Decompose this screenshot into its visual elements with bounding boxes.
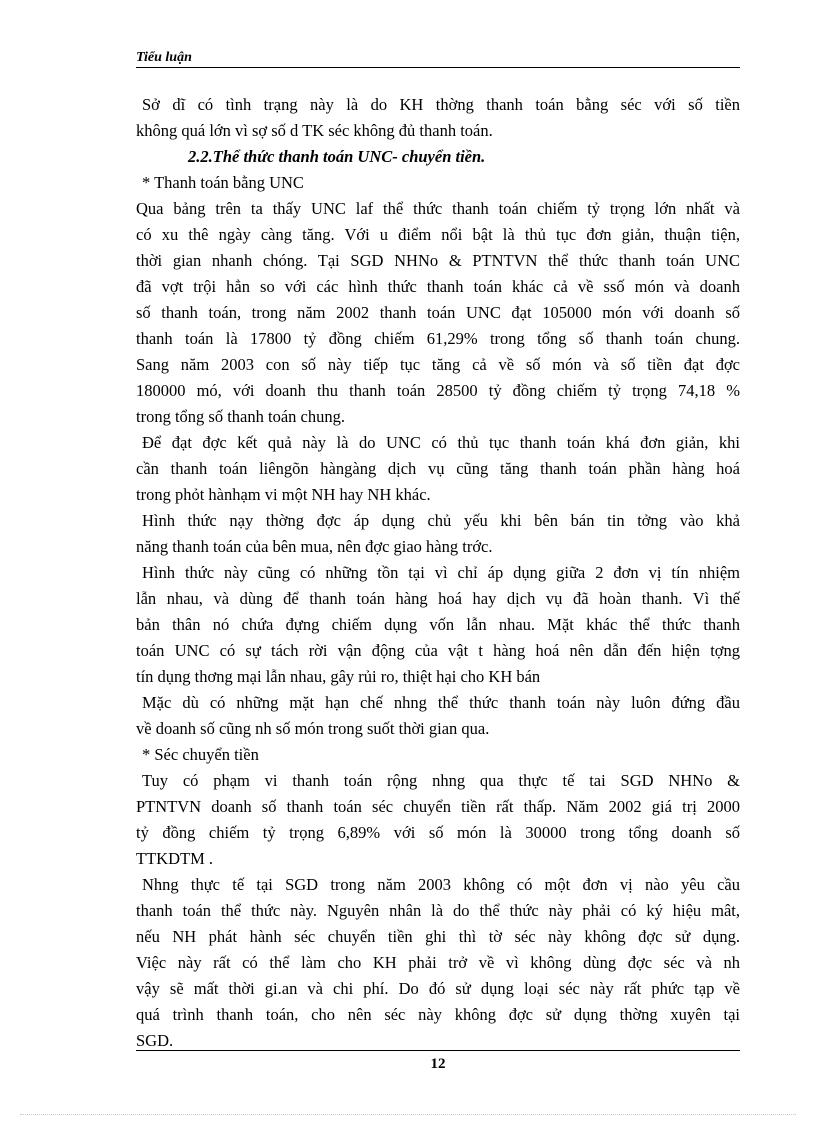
- text-line: không quá lớn vì sợ số d TK séc không đủ thanh toán.: [136, 121, 493, 140]
- text-line: toán UNC có sự tách rời vận động của vật t hàng hoá nên dẫn đến hiện tợng: [136, 641, 740, 660]
- document-body: [136, 92, 740, 1054]
- text-line: về doanh số cũng nh số món trong suốt thời gian qua.: [136, 719, 490, 738]
- text-line: có xu thê ngày càng tăng. Với u điểm nổi bật là thủ tục đơn giản, thuận tiện,: [136, 225, 740, 244]
- text-line: Hình thức này cũng có những tồn tại vì chỉ áp dụng giữa 2 đơn vị tín nhiệm: [142, 563, 740, 582]
- text-line: lẫn nhau, và dùng để thanh toán hàng hoá hay dịch vụ đã hoàn thanh. Vì thế: [136, 589, 740, 608]
- text-line: Hình thức nạy thờng đợc áp dụng chủ yếu khi bên bán tin tởng vào khả: [142, 511, 740, 530]
- text-line: thanh toán thể thức này. Nguyên nhân là do thể thức này phải có ký hiệu mât,: [136, 901, 740, 920]
- text-line: Việc này rất có thể làm cho KH phải trở về vì không dùng đợc séc và nh: [136, 953, 740, 972]
- section-heading: 2.2.Thể thức thanh toán UNC- chuyển tiền.: [188, 147, 486, 166]
- text-line: Để đạt đợc kết quả này là do UNC có thủ tục thanh toán khá đơn giản, khi: [142, 433, 740, 452]
- text-line: số thanh toán, trong năm 2002 thanh toán UNC đạt 105000 món với doanh số: [136, 303, 740, 322]
- text-line: 180000 mó, với doanh thu thanh toán 28500 tỷ đồng chiếm tỷ trọng 74,18 %: [136, 381, 740, 400]
- page-number: 12: [430, 1056, 446, 1072]
- text-line: trong phỏt hànhạm vi một NH hay NH khác.: [136, 485, 431, 504]
- text-line: * Séc chuyển tiền: [142, 745, 259, 764]
- text-line: vậy sẽ mất thời gi.an và chi phí. Do đó sử dụng loại séc này rất phức tạp về: [136, 979, 740, 998]
- text-line: Sở dĩ có tình trạng này là do KH thờng thanh toán bằng séc với số tiền: [142, 95, 740, 114]
- text-line: TTKDTM .: [136, 849, 213, 868]
- text-line: đã vợt trội hẳn so với các hình thức thanh toán khác cả về ssố món và doanh: [136, 277, 740, 296]
- text-line: thời gian nhanh chóng. Tại SGD NHNo & PTNTVN thể thức thanh toán UNC: [136, 251, 740, 270]
- text-line: quá trình thanh toán, cho nên séc này không đợc sử dụng thờng xuyên tại: [136, 1005, 740, 1024]
- text-line: Sang năm 2003 con số này tiếp tục tăng cả về số món và số tiền đạt đợc: [136, 355, 740, 374]
- text-line: * Thanh toán bằng UNC: [142, 173, 304, 192]
- text-line: Mặc dù có những mặt hạn chế nhng thể thức thanh toán này luôn đứng đầu: [142, 693, 740, 712]
- header-title: Tiểu luận: [136, 50, 192, 65]
- text-line: thanh toán là 17800 tỷ đồng chiếm 61,29% trong tổng số thanh toán chung.: [136, 329, 740, 348]
- text-line: cần thanh toán liêngõn hàngàng dịch vụ cũng tăng thanh toán phần hàng hoá: [136, 459, 740, 478]
- text-line: tỷ đồng chiếm tỷ trọng 6,89% với số món là 30000 trong tổng doanh số: [136, 823, 740, 842]
- text-line: năng thanh toán của bên mua, nên đợc giao hàng trớc.: [136, 537, 493, 556]
- page-header: [136, 50, 740, 68]
- text-line: nếu NH phát hành séc chuyển tiền ghi thì tờ séc này không đợc sử dụng.: [136, 927, 740, 946]
- text-line: SGD.: [136, 1031, 174, 1050]
- text-line: trong tổng số thanh toán chung.: [136, 407, 345, 426]
- page-footer: [136, 1050, 740, 1074]
- text-line: Qua bảng trên ta thấy UNC laf thể thức thanh toán chiếm tỷ trọng lớn nhất và: [136, 199, 740, 218]
- text-line: Tuy có phạm vi thanh toán rộng nhng qua thực tế tai SGD NHNo &: [142, 771, 740, 790]
- text-line: Nhng thực tế tại SGD trong năm 2003 không có một đơn vị nào yêu cầu: [142, 875, 740, 894]
- page-bottom-divider: [20, 1114, 796, 1115]
- text-line: PTNTVN doanh số thanh toán séc chuyển tiền rất thấp. Năm 2002 giá trị 2000: [136, 797, 740, 816]
- text-line: tín dụng thơng mại lẫn nhau, gây rủi ro, thiệt hại cho KH bán: [136, 667, 541, 686]
- text-line: bản thân nó chứa đựng chiếm dụng vốn lẫn nhau. Mặt khác thể thức thanh: [136, 615, 740, 634]
